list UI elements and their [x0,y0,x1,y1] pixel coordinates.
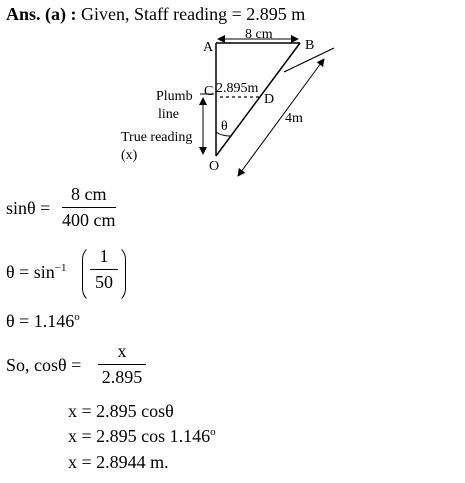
label-c: C [204,84,214,99]
dimension-4m-arrow [238,59,324,176]
inverse-superscript: −1 [54,262,67,274]
theta-lhs-text: θ = sin [6,262,55,282]
cos-numerator: x [117,341,127,361]
fraction-bar [62,207,116,208]
answer-label: Ans. (a) : [6,4,77,24]
given-text: Given, Staff reading = 2.895 m [81,4,306,24]
sin-fraction [62,184,116,231]
cos-fraction [98,341,146,388]
label-2895m: 2.895m [216,81,259,96]
answer-header [6,4,305,25]
true-reading-label-1: True reading [121,130,193,145]
theta-result-text: θ = 1.146 [6,311,75,331]
label-8cm: 8 cm [245,28,273,42]
theta-lhs [6,262,67,283]
cos-lhs: So, cosθ = [6,355,82,375]
sin-lhs: sinθ = [6,198,51,218]
solution-line-3: x = 2.8944 m. [68,452,169,472]
solution-line-2-text: x = 2.895 cos 1.146 [68,426,211,446]
theta-denominator: 50 [95,272,113,292]
solution-line-2 [68,426,216,447]
sin-numerator: 8 cm [71,184,107,204]
theta-result [6,311,80,332]
label-a: A [203,40,214,55]
theta-fraction [90,246,118,293]
degree-superscript: o [210,426,216,438]
label-d: D [264,92,275,107]
sin-denominator: 400 cm [62,210,116,230]
plumb-line-label-1: Plumb [156,89,193,104]
label-o: O [209,159,220,174]
solution-line-1: x = 2.895 cosθ [68,401,174,421]
theta-numerator: 1 [99,246,109,266]
label-b: B [305,38,315,53]
true-reading-label-2: (x) [121,148,138,163]
fraction-bar [90,269,118,270]
label-theta: θ [221,119,228,134]
plumb-line-label-2: line [158,107,179,122]
label-4m: 4m [285,111,303,126]
fraction-bar [98,364,146,365]
cos-denominator: 2.895 [101,367,143,387]
inclined-staff-line [216,43,300,156]
degree-superscript: o [74,311,80,323]
